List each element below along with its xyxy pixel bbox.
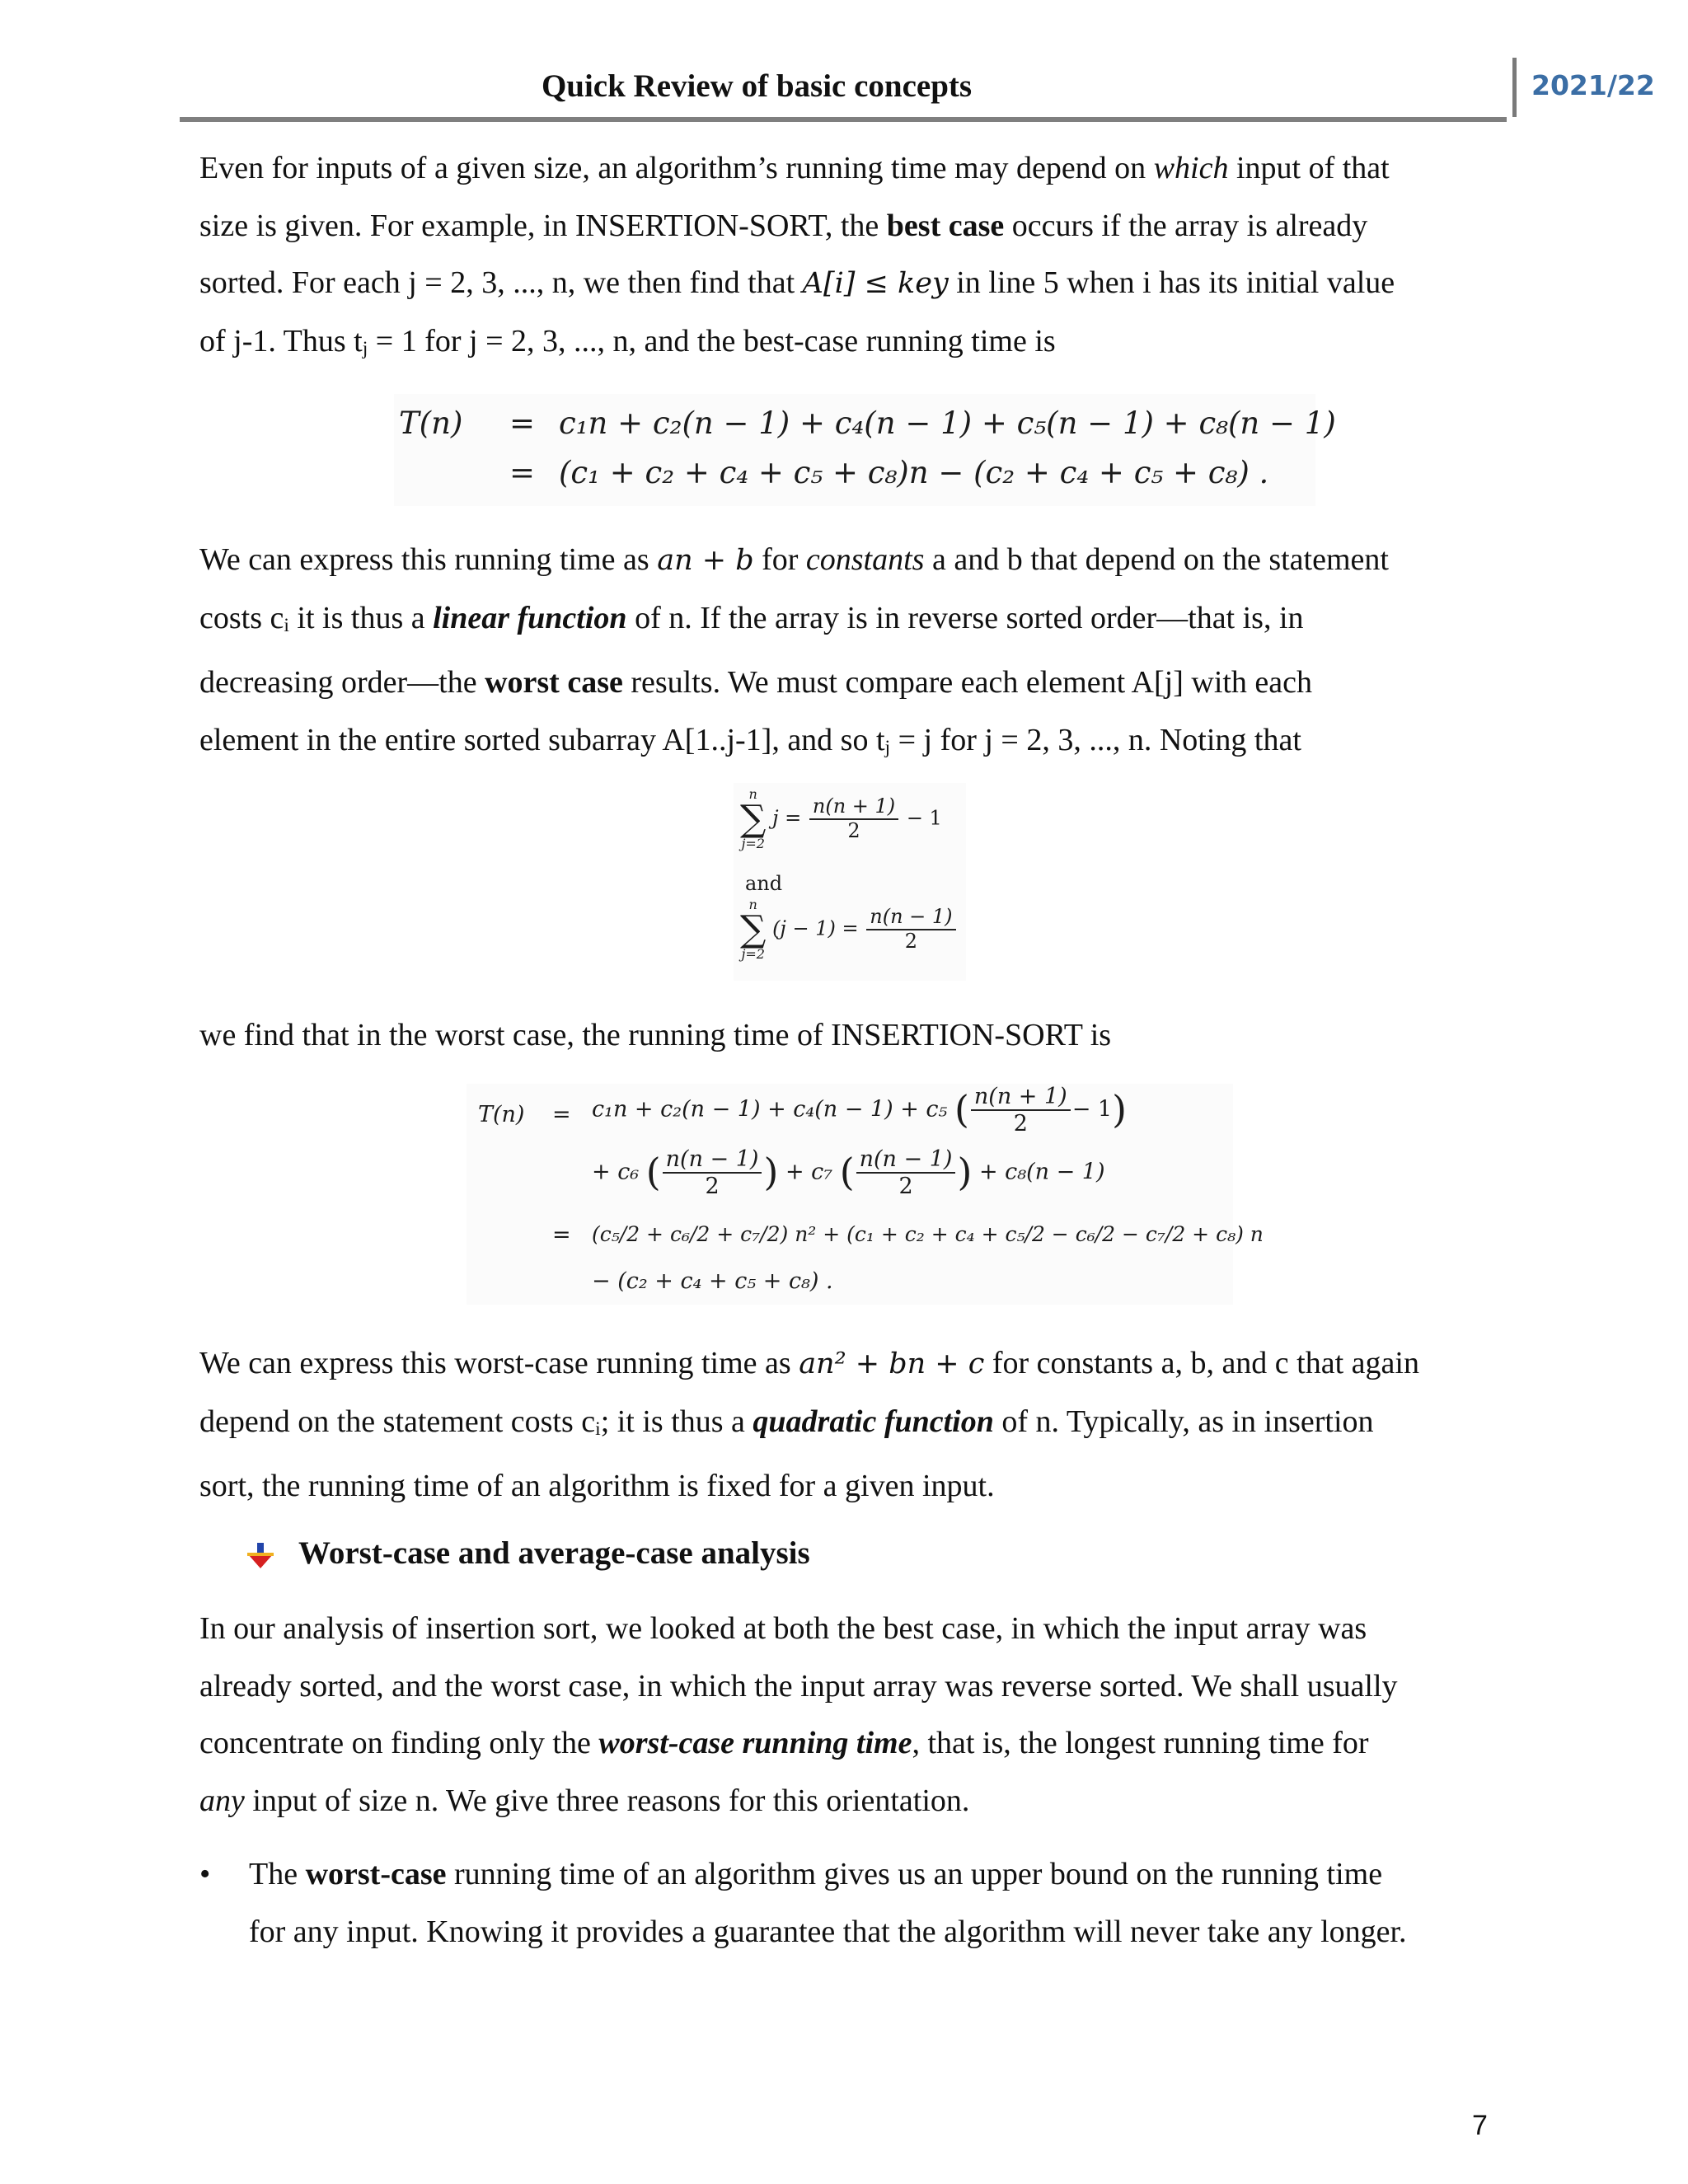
denominator: 2 xyxy=(898,1174,913,1200)
equation-summations xyxy=(734,783,966,981)
text: concentrate on finding only the xyxy=(199,1726,599,1760)
eq-equals: = xyxy=(509,455,536,490)
text: = 1 for j = 2, 3, ..., n, and the best-case running time is xyxy=(368,323,1056,359)
text: a and b that depend on the statement xyxy=(924,542,1389,577)
numerator: n(n − 1) xyxy=(663,1146,762,1174)
text: input of size n. We give three reasons for this orientation. xyxy=(244,1783,970,1818)
sum-upper-limit: n xyxy=(748,897,757,912)
eq-equals: = xyxy=(552,1102,571,1127)
subscript: j xyxy=(362,337,368,359)
denominator: 2 xyxy=(847,819,860,842)
term-worst-case-running-time: worst-case running time xyxy=(598,1726,912,1760)
paragraph-best-case xyxy=(199,140,1485,377)
subscript: i xyxy=(595,1418,601,1440)
eq-lhs: T(n) xyxy=(399,405,463,441)
eq-term: − 1 xyxy=(906,806,942,830)
text: for constants a, b, and c that again xyxy=(984,1346,1419,1380)
header-rule xyxy=(180,117,1507,122)
eq-row: − (c₂ + c₄ + c₅ + c₈) . xyxy=(592,1268,833,1294)
subscript: i xyxy=(284,614,289,636)
text: element in the entire sorted subarray A[1..j-1], and so t xyxy=(199,722,885,757)
eq-and: and xyxy=(745,872,783,895)
summation-symbol: n ∑ j=2 xyxy=(740,897,767,962)
paragraph-worst-case xyxy=(199,532,1485,776)
inline-math: A[i] ≤ key xyxy=(802,267,949,300)
page-number: 7 xyxy=(1472,2110,1488,2141)
header-separator xyxy=(1512,58,1517,117)
eq-lhs: T(n) xyxy=(478,1102,525,1127)
text: costs c xyxy=(199,600,284,635)
denominator: 2 xyxy=(705,1174,720,1200)
eq-equals: = xyxy=(552,1222,571,1248)
text: ; it is thus a xyxy=(600,1404,753,1439)
text: We can express this worst-case running time as xyxy=(199,1346,799,1380)
eq-term: + c₇ xyxy=(785,1159,833,1185)
text: sorted. For each j = 2, 3, ..., n, we then find that xyxy=(199,265,803,300)
text: occurs if the array is already xyxy=(1004,208,1368,243)
eq-row: c₁n + c₂(n − 1) + c₄(n − 1) + c₅(n − 1) + c₈(n − 1) xyxy=(559,405,1336,441)
text: it is thus a xyxy=(288,600,434,635)
sum-lower-limit: j=2 xyxy=(741,836,765,851)
header-year: 2021/22 xyxy=(1531,69,1655,101)
text: depend on the statement costs c xyxy=(199,1404,596,1439)
denominator: 2 xyxy=(904,930,918,953)
header-title: Quick Review of basic concepts xyxy=(541,68,973,104)
eq-row: c₁n + c₂(n − 1) + c₄(n − 1) + c₅ xyxy=(592,1096,948,1122)
text: running time of an algorithm gives us an upper bound on the running time xyxy=(446,1857,1383,1891)
text: we find that in the worst case, the running time of INSERTION-SORT is xyxy=(199,1018,1112,1052)
text: , that is, the longest running time for xyxy=(912,1726,1369,1760)
text-italic: any xyxy=(199,1783,245,1818)
fraction xyxy=(866,906,955,953)
eq-term: + c₆ xyxy=(592,1159,640,1185)
fraction xyxy=(663,1146,762,1199)
text: in line 5 when i has its initial value xyxy=(948,265,1395,300)
equation-best-case xyxy=(394,394,1336,506)
term-quadratic-function: quadratic function xyxy=(753,1404,994,1439)
text: of n. Typically, as in insertion xyxy=(993,1404,1374,1439)
inline-math: an² + bn + c xyxy=(799,1347,985,1380)
text: for xyxy=(753,542,806,577)
eq-term: − 1 xyxy=(1071,1096,1113,1122)
page-header xyxy=(180,54,1655,122)
denominator: 2 xyxy=(1013,1111,1028,1137)
eq-row: (c₁ + c₂ + c₄ + c₅ + c₈)n − (c₂ + c₄ + c₅ + c₈) . xyxy=(559,455,1269,490)
numerator: n(n + 1) xyxy=(809,795,898,820)
term-worst-case: worst case xyxy=(485,665,623,700)
eq-term: j = xyxy=(772,806,802,830)
numerator: n(n − 1) xyxy=(856,1146,956,1174)
numerator: n(n + 1) xyxy=(971,1084,1071,1111)
text: size is given. For example, in INSERTION-SORT, the xyxy=(199,208,887,243)
fraction xyxy=(971,1084,1071,1137)
text: of j-1. Thus t xyxy=(199,323,363,359)
bullet-marker: • xyxy=(199,1857,211,1891)
inline-math: an + b xyxy=(657,544,754,577)
text: Even for inputs of a given size, an algorithm’s running time may depend on xyxy=(199,151,1154,185)
paragraph-quadratic xyxy=(199,1335,1485,1516)
text: input of that xyxy=(1228,151,1390,185)
text: The xyxy=(249,1857,306,1891)
paragraph-worst-intro xyxy=(199,1007,1485,1065)
term-best-case: best case xyxy=(886,208,1005,243)
text: decreasing order—the xyxy=(199,665,485,700)
numerator: n(n − 1) xyxy=(866,906,955,930)
eq-row: (c₅/2 + c₆/2 + c₇/2) n² + (c₁ + c₂ + c₄ + c₅/2 − c₆/2 − c₇/2 + c₈) n xyxy=(592,1222,1264,1246)
eq-term: (j − 1) = xyxy=(772,916,859,940)
fraction xyxy=(856,1146,956,1199)
paragraph-analysis xyxy=(199,1601,1485,1830)
text: for any input. Knowing it provides a guarantee that the algorithm will never take any longer. xyxy=(249,1914,1407,1949)
eq-equals: = xyxy=(509,405,536,441)
eq-term: + c₈(n − 1) xyxy=(978,1159,1105,1185)
text: = j for j = 2, 3, ..., n. Noting that xyxy=(890,722,1301,757)
text: sort, the running time of an algorithm is fixed for a given input. xyxy=(199,1469,995,1503)
term-worst-case: worst-case xyxy=(305,1857,447,1891)
arrow-down-icon xyxy=(246,1541,275,1571)
text-italic: constants xyxy=(805,542,925,577)
sum-upper-limit: n xyxy=(748,786,757,802)
text: already sorted, and the worst case, in which the input array was reverse sorted. We shall usually xyxy=(199,1668,1398,1704)
subscript: j xyxy=(884,736,891,758)
term-linear-function: linear function xyxy=(433,600,627,635)
summation-symbol: n ∑ j=2 xyxy=(740,786,767,851)
text: We can express this running time as xyxy=(199,542,658,577)
fraction xyxy=(809,795,898,842)
bullet-item xyxy=(249,1846,1485,1961)
text: results. We must compare each element A[j] with each xyxy=(622,665,1313,700)
text: of n. If the array is in reverse sorted order—that is, in xyxy=(626,600,1304,635)
text: In our analysis of insertion sort, we looked at both the best case, in which the input array was xyxy=(199,1611,1367,1646)
sum-lower-limit: j=2 xyxy=(741,946,765,962)
section-heading: Worst-case and average-case analysis xyxy=(298,1535,810,1571)
equation-worst-case: T(n) = c₁n + c₂(n − 1) + c₄(n − 1) + c₅ ( $\frac{n(n + 1)}{2}$ − 1) + c₆ ( $\frac{n(n - 1)}{2}$ ) + c₇ ( $\frac{n(n - 1)}{2}$ ) + c₈(n − 1) = (c₅/2 + c₆/2 + c₇/2) n² + (c₁ + c₂ + c₄ + c₅/2 − c₆/2 − c₇/2 + c₈) n − (c₂ + c₄ + c₅ + c₈) . xyxy=(467,1084,1233,1305)
text-italic: which xyxy=(1153,151,1229,185)
